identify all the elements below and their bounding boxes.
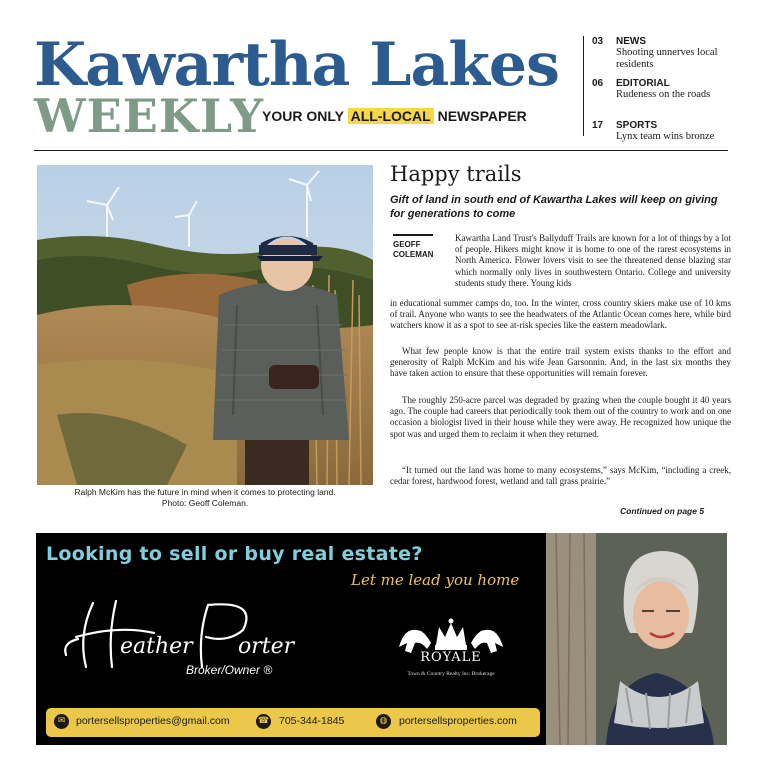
- article-paragraph: Kawartha Land Trust's Ballyduff Trails are known for a lot of things by a lot of people. Hikers might know it is home to one of the rarest ecosystems in North America. Flower lovers visit to see the threatened dense blazing star which normally only lives in southwestern Ontario. College and university students study there. Young kids: [455, 233, 731, 288]
- real-estate-ad[interactable]: [36, 533, 727, 745]
- toc-item-news[interactable]: [592, 36, 760, 74]
- caption-text: Ralph McKim has the future in mind when it comes to protecting land.: [74, 487, 336, 497]
- table-of-contents: [592, 36, 760, 162]
- article-byline: [393, 240, 433, 260]
- toc-headline: Rudeness on the roads: [616, 89, 711, 100]
- agent-portrait: [546, 533, 727, 745]
- toc-section: SPORTS: [616, 120, 658, 131]
- byline-rule: [393, 234, 433, 236]
- toc-page-number: 06: [592, 78, 604, 89]
- masthead-rule: [34, 150, 728, 151]
- article-paragraph: The roughly 250-acre parcel was degraded by grazing when the couple bought it 40 years ago. The couple had careers that periodically took them out of the country to work and on one occasion a biologist lived in their house while they were away. He recognized how unique the spot was and urged them to reclaim it when they returned.: [390, 395, 731, 439]
- byline-first: GEOFF: [393, 240, 421, 249]
- toc-page-number: 03: [592, 36, 604, 47]
- contact-email[interactable]: portersellsproperties@gmail.com: [76, 715, 230, 727]
- toc-headline: Shooting unnerves local residents: [616, 47, 718, 70]
- tagline-highlight: ALL-LOCAL: [348, 108, 434, 124]
- tagline-start: YOUR ONLY: [262, 108, 348, 124]
- toc-headline: Lynx team wins bronze: [616, 131, 715, 142]
- globe-icon: ◍: [376, 714, 391, 729]
- article-paragraph: What few people know is that the entire trail system exists thanks to the effort and generosity of Ralph McKim and his wife Jean Garsonnin. And, in the last six months they have taken action to ensure that these opportunities will remain forever.: [390, 346, 731, 379]
- masthead-weekly: WEEKLY: [34, 89, 265, 143]
- agent-title: Broker/Owner ®: [186, 663, 273, 677]
- article-headline: Happy trails: [390, 162, 522, 186]
- byline-last: COLEMAN: [393, 250, 434, 259]
- ad-headline: Looking to sell or buy real estate?: [46, 543, 423, 565]
- article-deck: Gift of land in south end of Kawartha Lakes will keep on giving for generations to come: [390, 194, 718, 220]
- caption-credit: Photo: Geoff Coleman.: [161, 498, 249, 508]
- toc-item-sports[interactable]: [592, 120, 760, 158]
- brokerage-subtitle: Town & Country Realty Inc. Brokerage: [407, 671, 495, 677]
- ad-script-line: Let me lead you home: [351, 571, 520, 589]
- toc-section: NEWS: [616, 36, 646, 47]
- tagline-end: NEWSPAPER: [433, 108, 527, 124]
- masthead-divider: [583, 36, 584, 136]
- brokerage-name: ROYALE: [420, 650, 482, 665]
- email-icon: ✉: [54, 714, 69, 729]
- contact-bar: [46, 708, 540, 737]
- contact-website[interactable]: portersellsproperties.com: [399, 715, 517, 727]
- article-photo: [37, 165, 373, 485]
- svg-text:eather: eather: [120, 634, 193, 659]
- phone-icon: ☎: [256, 714, 271, 729]
- masthead-tagline: [262, 108, 527, 124]
- article-paragraph: in educational summer camps do, too. In the winter, cross country skiers make use of 10 kms of trail. Anyone who wants to see the headwaters of the Atlantic Ocean comes here, while bird watchers know it as a spot to see at-risk species like the eastern meadowlark.: [390, 298, 731, 331]
- svg-text:orter: orter: [238, 634, 295, 659]
- contact-phone[interactable]: 705-344-1845: [279, 715, 345, 727]
- toc-item-editorial[interactable]: [592, 78, 760, 116]
- masthead: [34, 30, 574, 143]
- toc-section: EDITORIAL: [616, 78, 670, 89]
- continued-link[interactable]: Continued on page 5: [620, 506, 705, 516]
- photo-caption: [37, 487, 373, 509]
- masthead-title: Kawartha Lakes: [34, 30, 559, 100]
- toc-page-number: 17: [592, 120, 604, 131]
- article-paragraph: “It turned out the land was home to many ecosystems,” says McKim, “including a creek, cedar forest, hardwood forest, wetland and tall grass prairie.”: [390, 465, 731, 487]
